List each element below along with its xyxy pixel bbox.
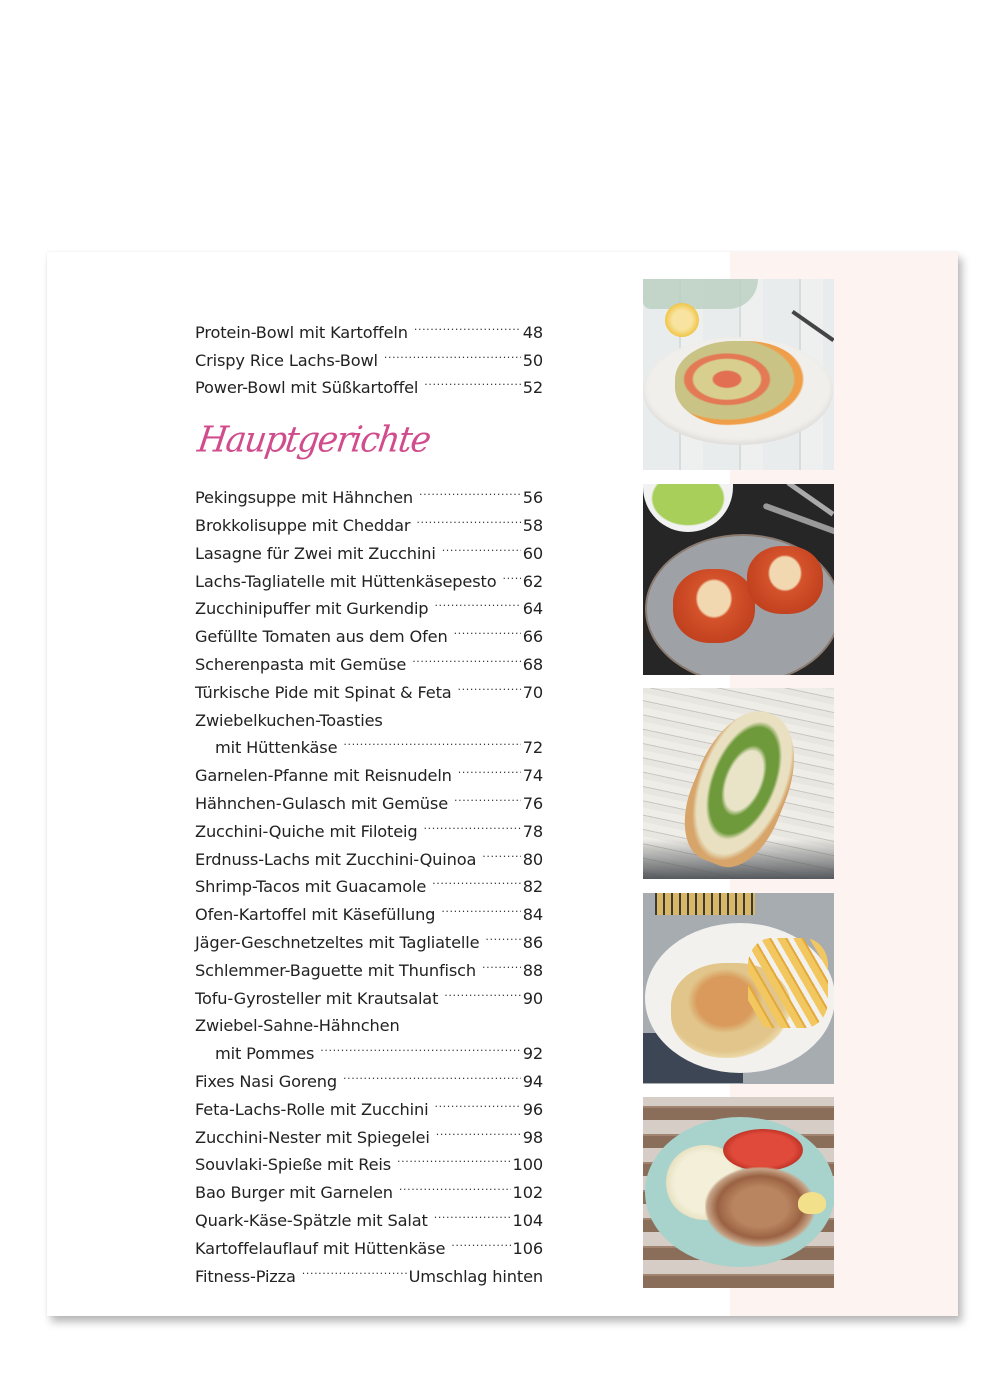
toc-entry-title: Bao Burger mit Garnelen (195, 1183, 393, 1203)
toc-entry-title: Türkische Pide mit Spinat & Feta (195, 682, 452, 702)
dot-leader (454, 614, 521, 642)
dot-leader (454, 781, 521, 809)
napkin-shape (643, 279, 758, 309)
toc-entry-page: 56 (522, 488, 543, 508)
toc-entry-title: Crispy Rice Lachs-Bowl (195, 350, 378, 370)
dot-leader (419, 475, 521, 503)
tomato-shape (673, 569, 755, 643)
toc-entry-page: 80 (522, 849, 543, 869)
toc-entry-title: Power-Bowl mit Süßkartoffel (195, 378, 419, 398)
toc-entry-title: Brokkolisuppe mit Cheddar (195, 515, 411, 535)
dot-leader (343, 726, 520, 754)
dot-leader (436, 1115, 521, 1143)
toc-entry-title-cont: mit Pommes (215, 1044, 315, 1064)
dot-leader (502, 559, 520, 587)
fries-basket-shape (655, 893, 755, 915)
food-photo-salmon-tagliatelle (643, 279, 834, 470)
fork-shape (787, 484, 834, 516)
dot-leader (412, 642, 521, 670)
toc-entry-page: 82 (522, 877, 543, 897)
food-photo-souvlaki (643, 1097, 834, 1288)
toc-entry-page: 92 (522, 1044, 543, 1064)
toc-entry-page: 102 (512, 1183, 543, 1203)
tomato-shape (747, 546, 823, 614)
food-photo-chicken-fries (643, 893, 834, 1084)
lemon-wedge-shape (798, 1192, 826, 1214)
dot-leader (444, 976, 520, 1004)
toc-entry-page: 98 (522, 1127, 543, 1147)
toc-entry-title: Fitness-Pizza (195, 1266, 296, 1286)
dot-leader (302, 1254, 407, 1282)
section-heading (195, 393, 543, 475)
pasta-shape (675, 341, 805, 426)
toc-entry-page: 62 (522, 571, 543, 591)
photo-column (643, 279, 834, 1302)
dot-leader (442, 531, 521, 559)
lemon-shape (665, 303, 699, 337)
toc-entry-title: Lachs-Tagliatelle mit Hüttenkäsepesto (195, 571, 497, 591)
toc-entry-page: 64 (522, 599, 543, 619)
toc-entry-title: Quark-Käse-Spätzle mit Salat (195, 1210, 428, 1230)
dot-leader (458, 753, 521, 781)
toc-entry-title: Zucchini-Nester mit Spiegelei (195, 1127, 430, 1147)
dot-leader (416, 503, 520, 531)
dot-leader (451, 1226, 510, 1254)
toc-entry-title: Souvlaki-Spieße mit Reis (195, 1155, 392, 1175)
dot-leader (485, 920, 520, 948)
fork-shape (791, 310, 834, 342)
dot-leader (458, 670, 521, 698)
toc-entry-page: 90 (522, 988, 543, 1008)
toc-entry-title: Hähnchen-Gulasch mit Gemüse (195, 793, 449, 813)
toc-entry-title: Protein-Bowl mit Kartoffeln (195, 322, 408, 342)
dot-leader (441, 892, 520, 920)
toc-entry-page: 68 (522, 654, 543, 674)
dot-leader (397, 1143, 511, 1171)
toc-entry-title: Zucchini-Quiche mit Filoteig (195, 821, 418, 841)
toc-entry-title: Ofen-Kartoffel mit Käsefüllung (195, 905, 436, 925)
toc-entry-page: 52 (522, 378, 543, 398)
toc-entry-title: Erdnuss-Lachs mit Zucchini-Quinoa (195, 849, 477, 869)
toc-entry-page: 58 (522, 515, 543, 535)
table-of-contents (195, 310, 543, 1286)
dot-leader (384, 338, 521, 366)
toc-entry-title-cont: mit Hüttenkäse (215, 738, 338, 758)
toc-entry-page: 84 (522, 905, 543, 925)
dot-leader (399, 1170, 511, 1198)
toc-entry-title: Schlemmer-Baguette mit Thunfisch (195, 960, 477, 980)
section-title: Hauptgerichte (195, 419, 433, 462)
dot-leader (434, 1087, 520, 1115)
dot-leader (434, 1198, 511, 1226)
fries-shape (748, 938, 828, 1028)
toc-entry-page: 94 (522, 1071, 543, 1091)
dot-leader (434, 587, 520, 615)
toc-entry-title: Garnelen-Pfanne mit Reisnudeln (195, 766, 452, 786)
toc-entry-title: Zucchinipuffer mit Gurkendip (195, 599, 429, 619)
toc-entry-title: Kartoffelauflauf mit Hüttenkäse (195, 1238, 446, 1258)
toc-entry-title: Lasagne für Zwei mit Zucchini (195, 543, 436, 563)
toc-entry-title: Feta-Lachs-Rolle mit Zucchini (195, 1099, 429, 1119)
toc-entry-page: 88 (522, 960, 543, 980)
dot-leader (482, 948, 521, 976)
toc-entry-page: 60 (522, 543, 543, 563)
toc-entry-page: Umschlag hinten (408, 1266, 543, 1286)
toc-entry-page: 104 (512, 1210, 543, 1230)
toc-entry-page: 70 (522, 682, 543, 702)
toc-entry-title: Fixes Nasi Goreng (195, 1071, 338, 1091)
dot-leader (424, 366, 520, 394)
toc-entry-page: 106 (512, 1238, 543, 1258)
toc-entry-title: Tofu-Gyrosteller mit Krautsalat (195, 988, 439, 1008)
toc-entry-page: 66 (522, 627, 543, 647)
toc-entry-page: 100 (512, 1155, 543, 1175)
toc-entry-page: 50 (522, 350, 543, 370)
salad-bowl-shape (643, 484, 733, 532)
toc-entry-title: Gefüllte Tomaten aus dem Ofen (195, 627, 448, 647)
toc-entry-title: Zwiebelkuchen-Toasties (195, 710, 383, 730)
toc-entry-title: Scherenpasta mit Gemüse (195, 654, 407, 674)
toc-entry-page: 72 (522, 738, 543, 758)
toc-entry-title: Shrimp-Tacos mit Guacamole (195, 877, 427, 897)
toc-entry-page: 86 (522, 932, 543, 952)
toc-entry[interactable] (195, 310, 543, 342)
tomato-salad-shape (723, 1129, 803, 1171)
toc-entry-page: 74 (522, 766, 543, 786)
food-photo-pide (643, 688, 834, 879)
dot-leader (343, 1059, 521, 1087)
dot-leader (414, 310, 521, 338)
toc-entry-page: 76 (522, 793, 543, 813)
book-page (47, 252, 958, 1316)
dot-leader (424, 809, 521, 837)
toc-entry-title: Jäger-Geschnetzeltes mit Tagliatelle (195, 932, 480, 952)
dot-leader (482, 837, 520, 865)
toc-entry-page: 78 (522, 821, 543, 841)
toc-entry-title: Zwiebel-Sahne-Hähnchen (195, 1016, 400, 1036)
toc-entry-page: 96 (522, 1099, 543, 1119)
dot-leader (432, 865, 521, 893)
toc-entry-page: 48 (522, 322, 543, 342)
food-photo-stuffed-tomatoes (643, 484, 834, 675)
dot-leader (320, 1031, 520, 1059)
toc-entry[interactable] (195, 475, 543, 508)
toc-entry-title: Pekingsuppe mit Hähnchen (195, 488, 414, 508)
